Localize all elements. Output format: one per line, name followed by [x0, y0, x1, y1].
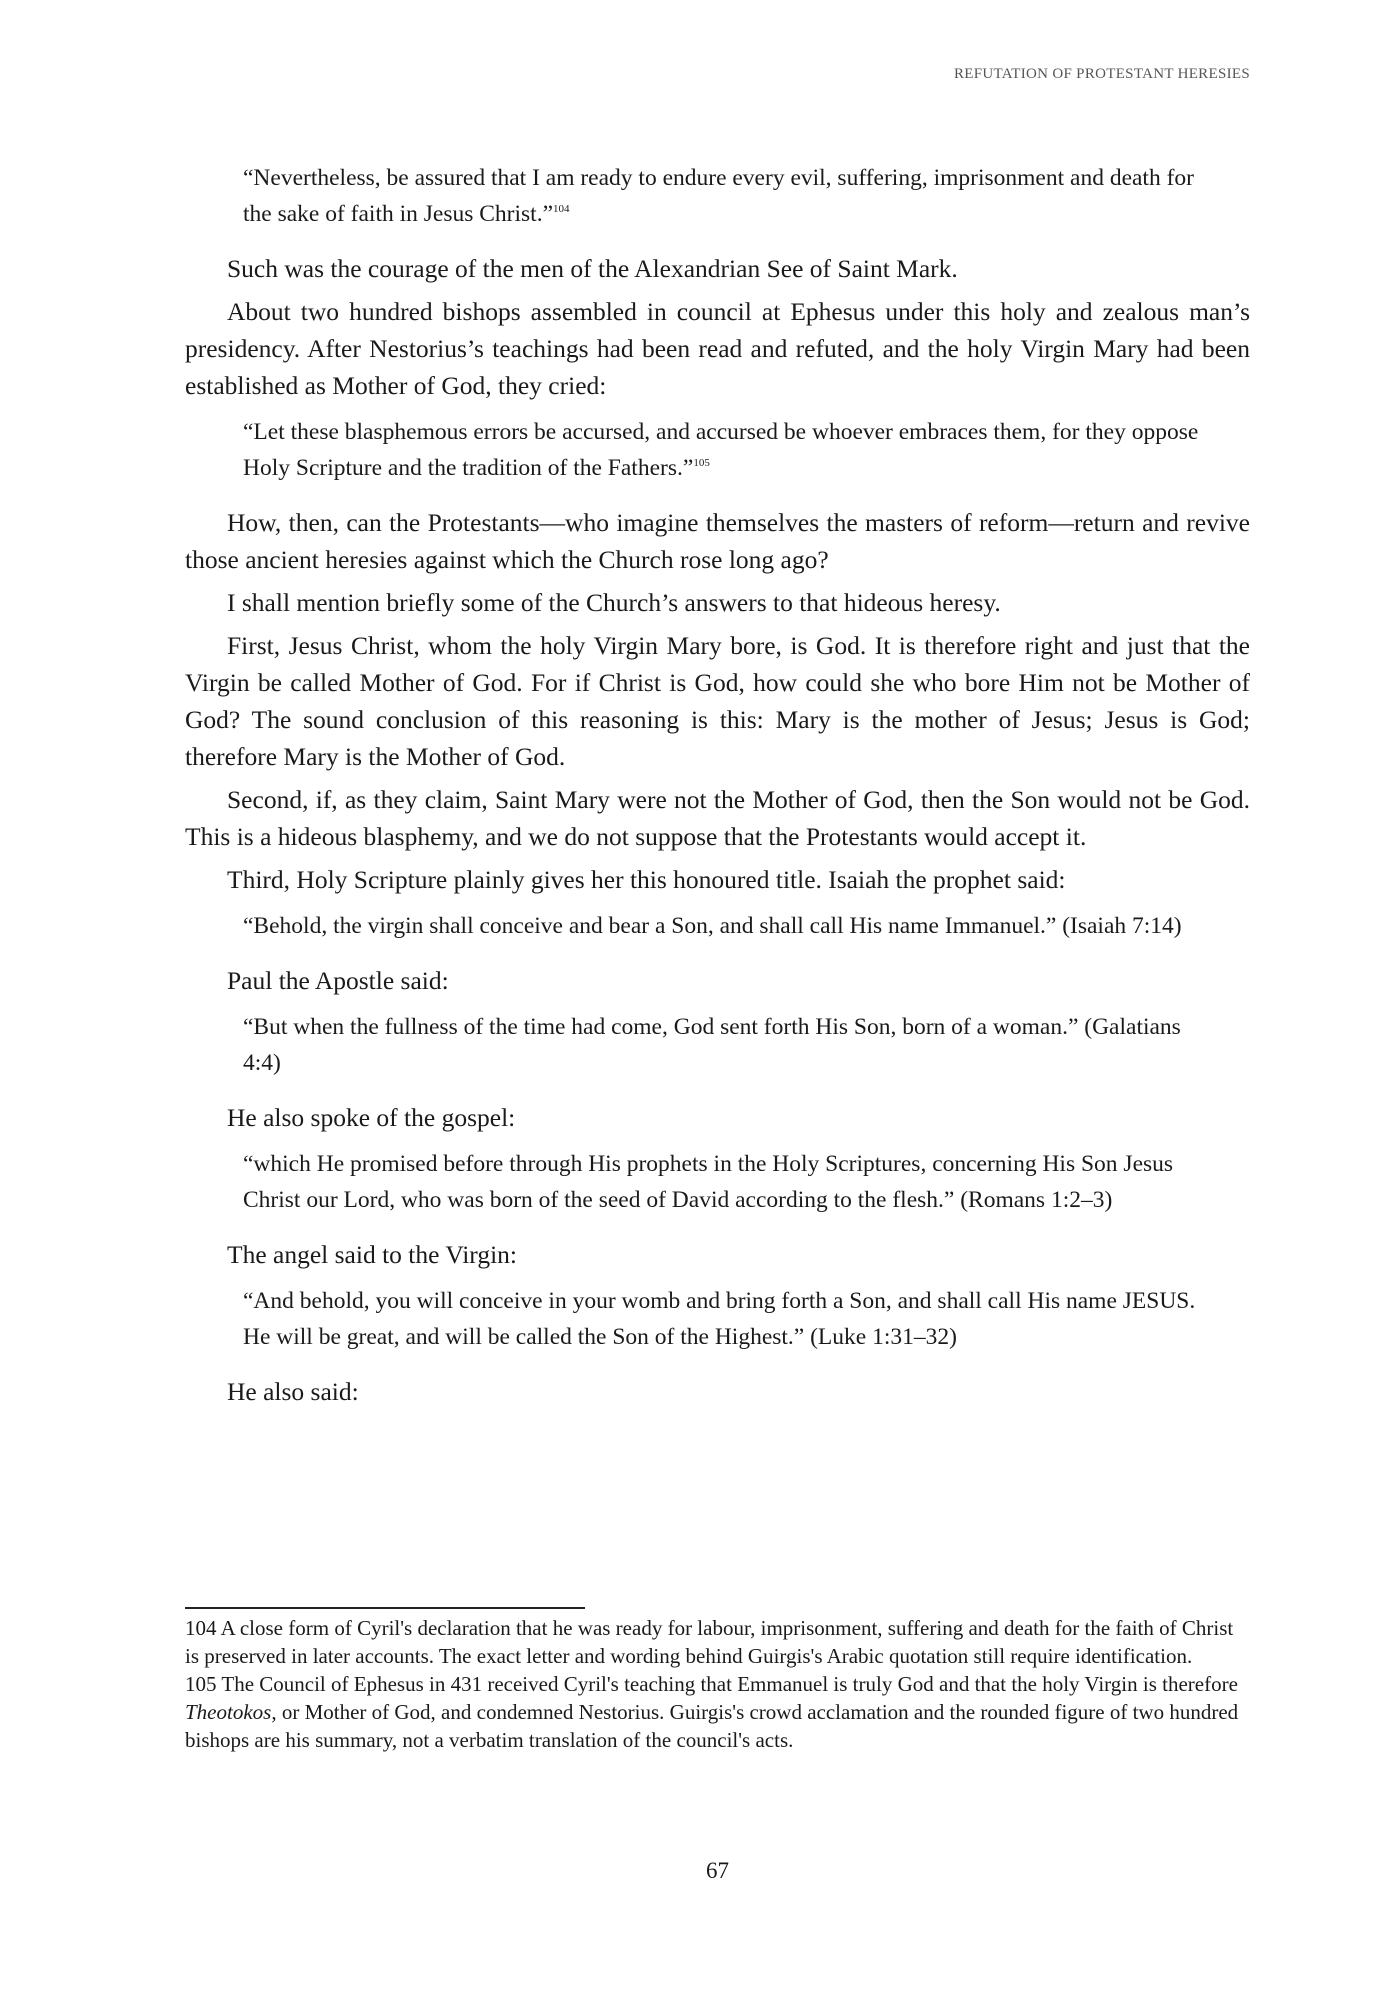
footnote-104: [185, 1614, 1250, 1670]
page-number: 67: [706, 1858, 729, 1883]
quote-text: “Nevertheless, be assured that I am ready to endure every evil, suffering, imprisonment and death for the sake of faith in Jesus Christ.”: [243, 165, 1194, 227]
body-text: [185, 150, 1250, 1416]
paragraph: First, Jesus Christ, whom the holy Virgin Mary bore, is God. It is therefore right and just that the Virgin be called Mother of God. For if Christ is God, how could she who bore Him not be Mother of God? The sound conclusion of this reasoning is this: Mary is the mother of Jesus; Jesus is God; therefore Mary is the Mother of God.: [185, 631, 1250, 771]
paragraph: Third, Holy Scripture plainly gives her this honoured title. Isaiah the prophet said:: [227, 865, 1066, 894]
footnote-ref-104[interactable]: 104: [553, 203, 570, 215]
paragraph: How, then, can the Protestants—who imagine themselves the masters of reform—return and revive those ancient heresies against which the Church rose long ago?: [185, 508, 1250, 574]
footnote-text: A close form of Cyril's declaration that he was ready for labour, imprisonment, suffering and death for the faith of Christ is preserved in later accounts. The exact letter and wording behind Guirgis's Arabic quotation still require identification.: [185, 1616, 1234, 1668]
quote-text: “Let these blasphemous errors be accursed, and accursed be whoever embraces them, for they oppose Holy Scripture and the tradition of the Fathers.”: [243, 419, 1199, 481]
paragraph: Such was the courage of the men of the Alexandrian See of Saint Mark.: [227, 254, 958, 283]
footnote-number: 104: [185, 1616, 217, 1640]
running-head: REFUTATION OF PROTESTANT HERESIES: [954, 66, 1250, 82]
paragraph: About two hundred bishops assembled in council at Ephesus under this holy and zealous man’s presidency. After Nestorius’s teachings had been read and refuted, and the holy Virgin Mary had been established as Mother of God, they cried:: [185, 297, 1250, 400]
footnote-separator: [185, 1607, 585, 1609]
block-quote-council: [185, 414, 1250, 486]
footnote-105: [185, 1670, 1250, 1754]
footnote-text: The Council of Ephesus in 431 received Cyril's teaching that Emmanuel is truly God and that the holy Virgin is therefore: [221, 1672, 1238, 1696]
block-quote-luke: “And behold, you will conceive in your womb and bring forth a Son, and shall call His name JESUS. He will be great, and will be called the Son of the Highest.” (Luke 1:31–32): [243, 1288, 1196, 1350]
paragraph: Second, if, as they claim, Saint Mary were not the Mother of God, then the Son would not be God. This is a hideous blasphemy, and we do not suppose that the Protestants would accept it.: [185, 785, 1250, 851]
block-quote-romans: “which He promised before through His prophets in the Holy Scriptures, concerning His Son Jesus Christ our Lord, who was born of the seed of David according to the flesh.” (Romans 1:2–3): [243, 1151, 1174, 1213]
footnote-number: 105: [185, 1672, 217, 1696]
block-quote-cyril: [185, 160, 1250, 232]
paragraph: He also spoke of the gospel:: [227, 1103, 516, 1132]
paragraph: I shall mention briefly some of the Church’s answers to that hideous heresy.: [227, 588, 1001, 617]
paragraph: Paul the Apostle said:: [227, 966, 449, 995]
footnote-text: , or Mother of God, and condemned Nestorius. Guirgis's crowd acclamation and the rounded figure of two hundred bishops are his summary, not a verbatim translation of the council's acts.: [185, 1700, 1239, 1752]
footnote-term-italic: Theotokos: [185, 1700, 272, 1724]
footnote-ref-105[interactable]: 105: [693, 457, 710, 469]
block-quote-isaiah: “Behold, the virgin shall conceive and bear a Son, and shall call His name Immanuel.” (Isaiah 7:14): [243, 913, 1182, 939]
block-quote-galatians: “But when the fullness of the time had come, God sent forth His Son, born of a woman.” (Galatians 4:4): [243, 1014, 1181, 1076]
paragraph: He also said:: [227, 1377, 359, 1406]
paragraph: The angel said to the Virgin:: [227, 1240, 518, 1269]
footnotes: [185, 1614, 1250, 1754]
